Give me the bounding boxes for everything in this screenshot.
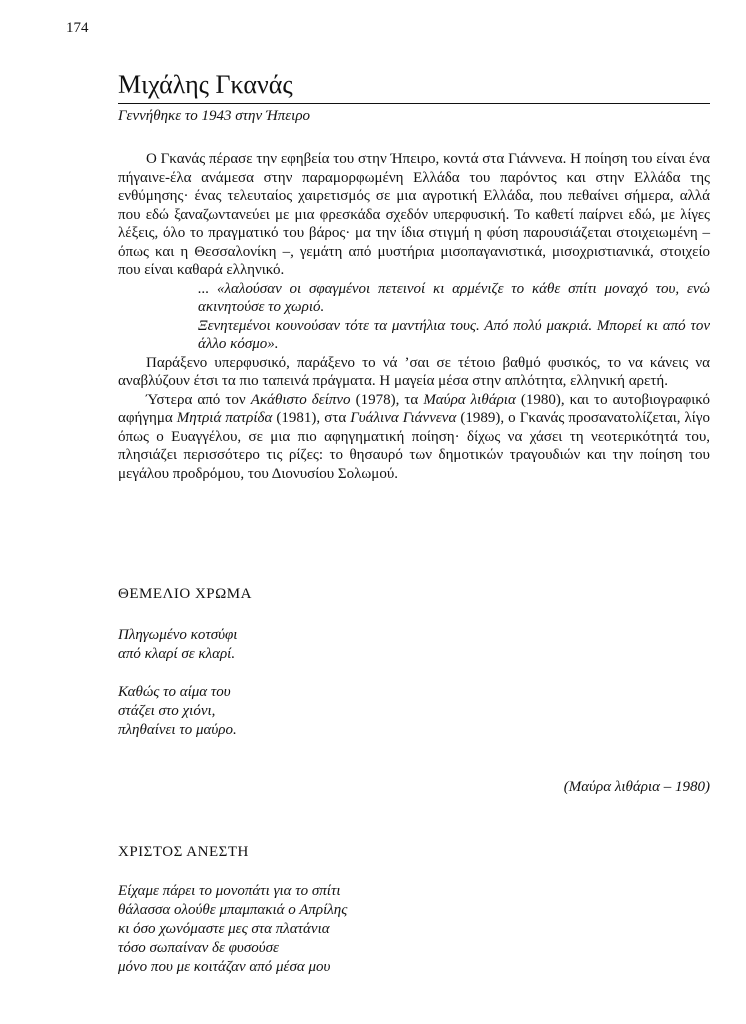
- bio-paragraph-1: Ο Γκανάς πέρασε την εφηβεία του στην Ήπειρο, κοντά στα Γιάννενα. Η ποίηση του είναι ένα πήγαινε-έλα ανάμεσα στην παραμορφωμένη Ελλάδα του παρόντος και στην Ελλάδα της ενθύμησης· ένας τελευταίος χαιρετισμός σε μια αγροτική Ελλάδα, που πεθαίνει σήμερα, αλλά που εδώ ξαναζωντανεύει με μια φρεσκάδα σχεδόν υπερφυσική. Το καθετί παίρνει εδώ, με λίγες λέξεις, όλο το πραγματικό του βάρος· μα την ίδια στιγμή η φύση παρουσιάζεται στοιχειωμένη – όπως και η Θεσσαλονίκη –, γεμάτη από μυστήρια μισοπαγανιστικά, μισοχριστιανικά, στοιχείο που είναι καθαρά ελληνικό.: [118, 151, 710, 278]
- poem-line: θάλασσα ολούθε μπαμπακιά ο Απρίλης: [118, 902, 348, 918]
- poem-line: πληθαίνει το μαύρο.: [118, 722, 237, 738]
- poem-title-1: ΘΕΜΕΛΙΟ ΧΡΩΜΑ: [118, 586, 252, 602]
- poem-stanza: [118, 683, 237, 740]
- poem-line: στάζει στο χιόνι,: [118, 703, 216, 719]
- poem-source: (Μαύρα λιθάρια – 1980): [563, 779, 710, 795]
- work-title: Γυάλινα Γιάννενα: [350, 410, 457, 426]
- bio-text: (1978), τα: [350, 391, 424, 408]
- bio-text: (1981), στα: [272, 410, 351, 426]
- author-name: Μιχάλης Γκανάς: [118, 70, 293, 99]
- bio-text: (1989), ο Γκανάς προσανατολίζεται, λίγο όπως ο Ευαγγέλου, σε μια πιο αφηγηματική ποίηση· δίχως να χάσει τη νεοτερικότητά του, πλησιάζει περισσότερο τις ρίζες: το θησαυρό των δημοτικών τραγουδιών και την ποίηση του μεγάλου προδρόμου, του Διονυσίου Σολωμού.: [118, 410, 710, 482]
- poem-line: κι όσο χωνόμαστε μες στα πλατάνια: [118, 921, 330, 937]
- work-title: Μητριά πατρίδα: [176, 410, 273, 426]
- bio-paragraph-2: Παράξενο υπερφυσικό, παράξενο το νά ’σαι σε τέτοιο βαθμό φυσικός, το να κάνεις να αναβλύζουν έτσι τα πιο ταπεινά πράγματα. Η μαγεία μέσα στην απλότητα, ελληνική αρετή.: [118, 354, 710, 389]
- quote-2: Ξενητεμένοι κουνούσαν τότε τα μαντήλια τους. Από πολύ μακριά. Μπορεί κι από τον άλλο κόσμο».: [198, 317, 710, 352]
- poem-line: Πληγωμένο κοτσύφι: [118, 627, 238, 643]
- poem-2: [118, 882, 347, 977]
- title-rule: [118, 103, 710, 104]
- poem-line: μόνο που με κοιτάζαν από μέσα μου: [118, 959, 331, 975]
- work-title: Μαύρα λιθάρια: [423, 391, 516, 408]
- work-title: Ακάθιστο δείπνο: [250, 391, 351, 408]
- page-number: 174: [66, 20, 89, 36]
- poem-line: τόσο σωπαίναν δε φυσούσε: [118, 940, 279, 956]
- bio-paragraph-3: [118, 391, 710, 484]
- poem-line: Καθώς το αίμα του: [118, 684, 231, 700]
- quote-1: ... «λαλούσαν οι σφαγμένοι πετεινοί κι αρμένιζε το κάθε σπίτι μοναχό του, ενώ ακινητούσε το χωριό.: [198, 280, 710, 315]
- poem-1: [118, 626, 237, 759]
- biography: [118, 150, 710, 483]
- bio-text: Ύστερα από τον: [146, 391, 251, 408]
- birth-line: Γεννήθηκε το 1943 στην Ήπειρο: [118, 108, 311, 124]
- poem-stanza: [118, 626, 237, 664]
- poem-line: από κλαρί σε κλαρί.: [118, 646, 236, 662]
- poem-line: Είχαμε πάρει το μονοπάτι για το σπίτι: [118, 883, 341, 899]
- bio-text: (1980), και το αυτοβιογραφικό αφήγημα: [118, 391, 711, 426]
- poem-title-2: ΧΡΙΣΤΟΣ ΑΝΕΣΤΗ: [118, 844, 249, 860]
